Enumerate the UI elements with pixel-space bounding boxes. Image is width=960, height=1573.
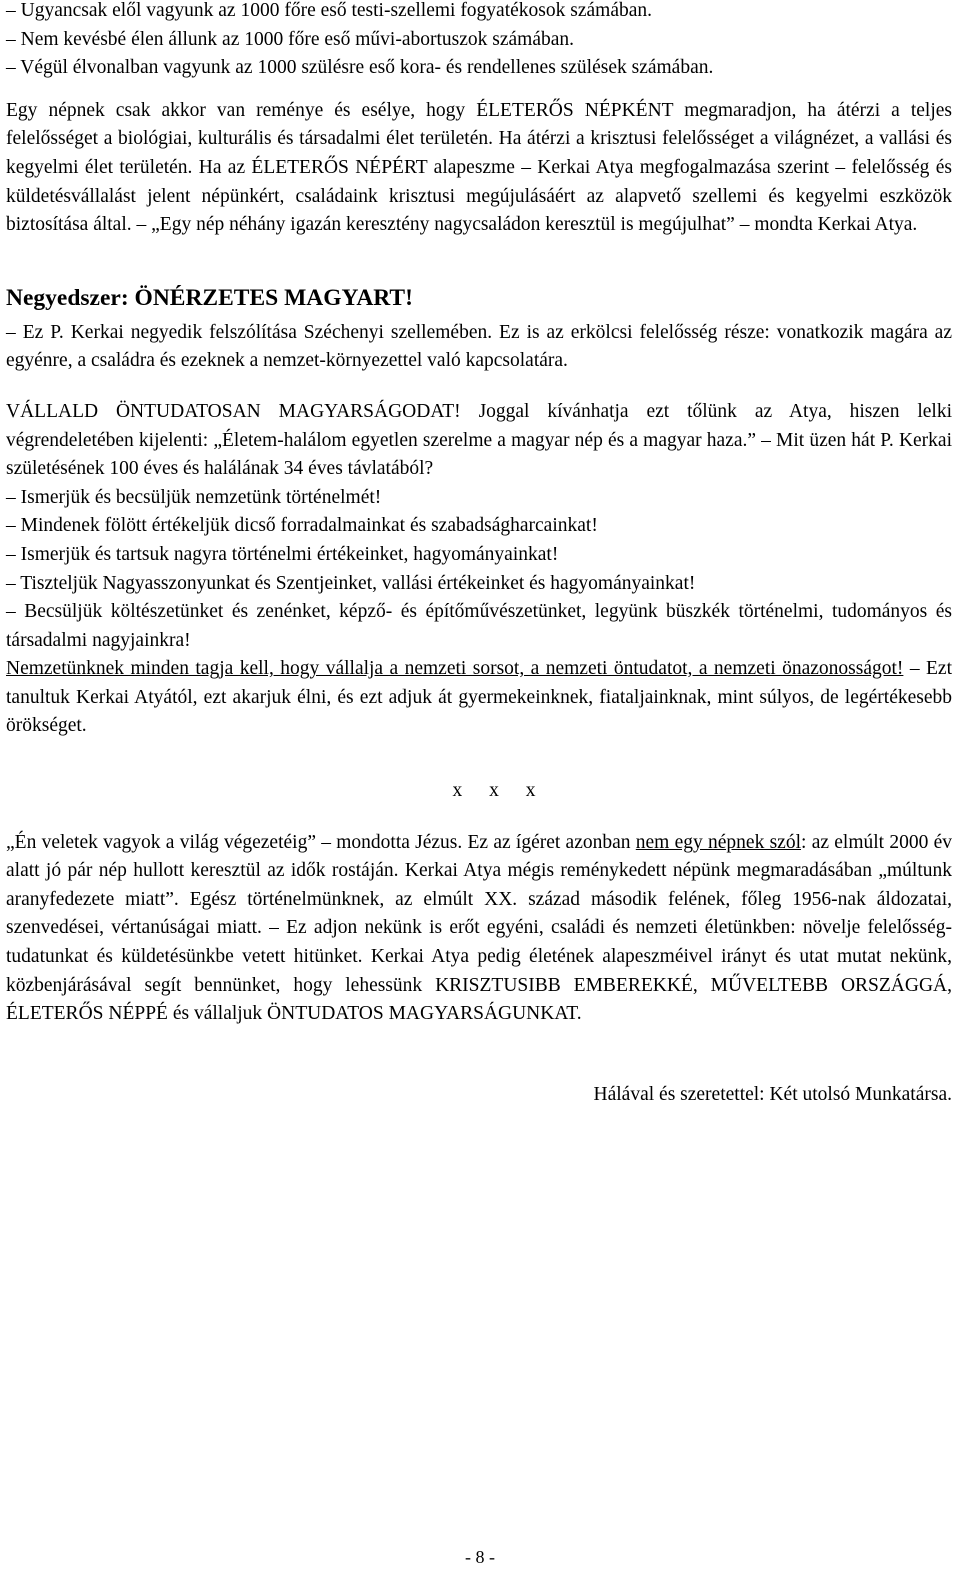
- paragraph-text: : az elmúlt 2000 év alatt jó pár nép hullott keresztül az idők rostáján. Kerkai Atya mégis reménykedett népünk megmaradásában „múltunk aranyfedezete miatt”. Egész történelmünknek, az elmúlt XX. század második felének, főleg 1956-nak áldozatai, szenvedései, vértanúságai miatt. – Ez adjon nekünk is erőt egyéni, családi és nemzeti életünkben: növelje felelősség-tudatunkat és küldetésünkbe vetett hitünket. Kerkai Atya pedig életének alapeszméivel irányt és utat mutat nekünk, közbenjárásával segít bennünket, hogy lehessünk KRISZTUSIBB EMBEREKKÉ, MŰVELTEBB ORSZÁGGÁ, ÉLETERŐS NÉPPÉ és vállaljuk ÖNTUDATOS MAGYARSÁGUNKAT.: [6, 831, 953, 1025]
- list-item: – Tiszteljük Nagyasszonyunkat és Szentjeinket, vallási értékeinket és hagyományainkat!: [6, 572, 696, 594]
- intro-line: – Végül élvonalban vagyunk az 1000 szülésre eső kora- és rendellenes szülések számában.: [6, 57, 714, 79]
- paragraph-eleteros-nep: Egy népnek csak akkor van reménye és esélye, hogy ÉLETERŐS NÉPKÉNT megmaradjon, ha átérzi a teljes felelősséget a biológiai, kulturális és társadalmi élet területén. Ha átérzi a krisztusi felelősséget a világnézet, a vallási és kegyelmi élet területén. Ha az ÉLETERŐS NÉPÉRT alapeszme – Kerkai Atya megfogalmazása szerint – felelősség és küldetésvállalást jelent népünkért, családaink krisztusi megújulásáért az alapvető szellemi és kegyelmi eszközök biztosítása által. – „Egy nép néhány igazán keresztény nagycsaládon keresztül is megújulhat” – mondta Kerkai Atya.: [6, 99, 952, 236]
- paragraph-jezus: [6, 829, 952, 1029]
- intro-line: – Nem kevésbé élen állunk az 1000 főre eső művi-abortuszok számában.: [6, 28, 575, 50]
- paragraph-vallald: VÁLLALD ÖNTUDATOSAN MAGYARSÁGODAT! Joggal kívánhatja ezt tőlünk az Atya, hiszen lelki végrendeletében kijelenti: „Életem-halálom egyetlen szerelme a magyar nép és a magyar haza.” – Mit üzen hát P. Kerkai születésének 100 éves és halálának 34 éves távlatából?: [6, 400, 952, 480]
- paragraph-szechenyi: – Ez P. Kerkai negyedik felszólítása Széchenyi szellemében. Ez is az erkölcsi felelősség része: vonatkozik magára az egyénre, a családra és ezeknek a nemzet-környezettel való kapcsolatára.: [6, 321, 952, 372]
- list-item: – Ismerjük és becsüljük nemzetünk történelmét!: [6, 486, 382, 508]
- section-separator: x x x: [452, 780, 536, 802]
- list-item: – Mindenek fölött értékeljük dicső forradalmainkat és szabadságharcainkat!: [6, 515, 598, 537]
- list-item: – Ismerjük és tartsuk nagyra történelmi értékeinket, hagyományainkat!: [6, 543, 559, 565]
- paragraph-nemzeti-sors: [6, 655, 952, 741]
- section-heading: Negyedszer: ÖNÉRZETES MAGYART!: [6, 284, 413, 311]
- paragraph-text: „Én veletek vagyok a világ végezetéig” – mondotta Jézus. Ez az ígéret azonban: [6, 831, 636, 853]
- intro-list: [6, 0, 952, 83]
- underlined-statement: Nemzetünknek minden tagja kell, hogy vállalja a nemzeti sorsot, a nemzeti öntudatot, a nemzeti önazonosságot!: [6, 658, 904, 680]
- list-item-last: – Becsüljük költészetünket és zenénket, képző- és építőművészetünket, legyünk büszkék történelmi, tudományos és társadalmi nagyjainkra!: [6, 601, 952, 651]
- paragraph-text: – Ezt tanultuk Kerkai Atyától, ezt akarjuk élni, és ezt adjuk át gyermekeinknek, fiataljainknak, mint súlyos, de legértékesebb örökséget.: [6, 658, 952, 737]
- page-number: - 8 -: [465, 1547, 495, 1567]
- intro-line: – Ugyancsak elől vagyunk az 1000 főre eső testi-szellemi fogyatékosok számában.: [6, 0, 653, 21]
- underlined-phrase: nem egy népnek szól: [635, 831, 802, 853]
- closing-signature: Hálával és szeretettel: Két utolsó Munkatársa.: [593, 1083, 952, 1105]
- exhortation-list: [6, 484, 952, 598]
